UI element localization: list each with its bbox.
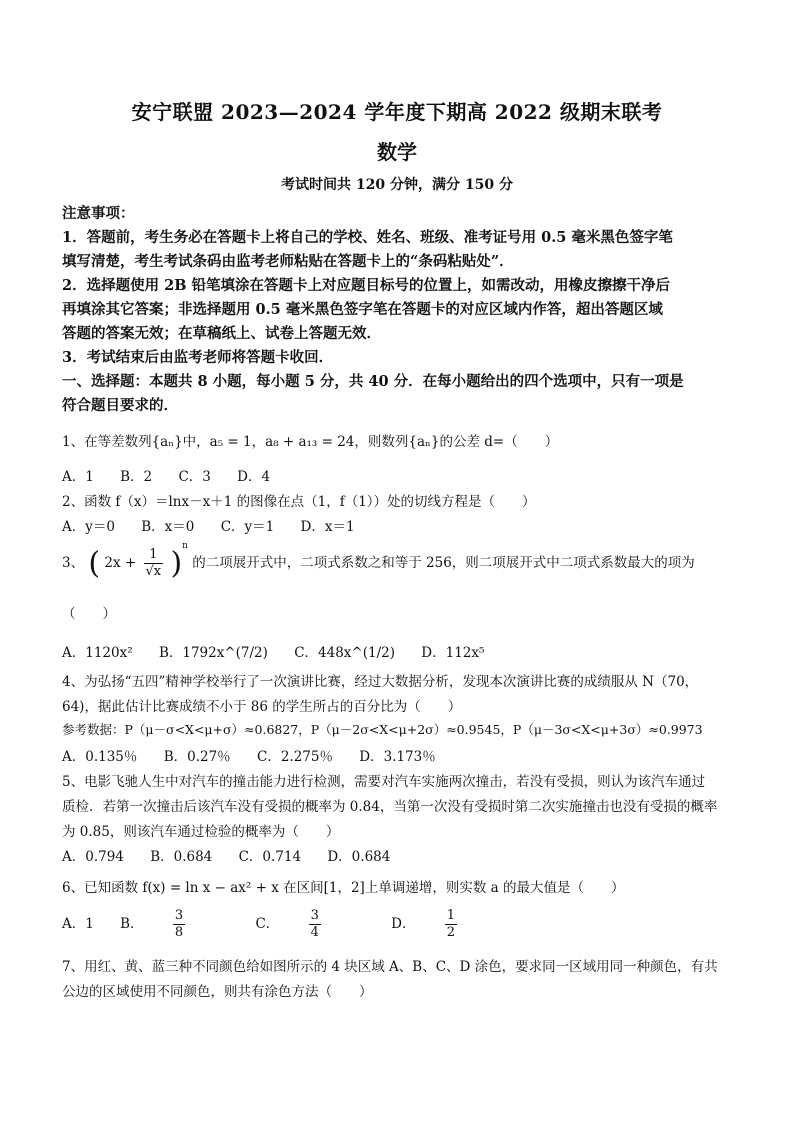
option-d: D．4 xyxy=(237,469,271,485)
exam-title: 安宁联盟 2023—2024 学年度下期高 2022 级期末联考 xyxy=(131,100,663,124)
question-3-paren: （ ） xyxy=(62,606,116,622)
option-c: C． $\frac{3}{4}$ xyxy=(255,908,319,940)
question-4-reference: 参考数据：P（μ－σ<X<μ+σ）≈0.6827，P（μ－2σ<X<μ+2σ）≈0.9545，P（μ－3σ<X<μ+3σ）≈0.9973 xyxy=(62,722,703,737)
question-3-number: 3、 xyxy=(62,555,85,571)
note-1-line-b: 填写清楚，考生考试条码由监考老师粘贴在答题卡上的“条码粘贴处”． xyxy=(62,253,514,270)
option-a: A．1 xyxy=(62,916,94,932)
exam-time-info: 考试时间共 120 分钟，满分 150 分 xyxy=(281,177,513,193)
question-1: 1、在等差数列{aₙ}中，a₅ = 1，a₈ + a₁₃ = 24，则数列{aₙ}的公差 d=（ ） xyxy=(62,434,559,450)
option-b: B．0.27％ xyxy=(163,749,231,765)
option-c: C．2.275％ xyxy=(256,749,333,765)
note-2-line-b: 再填涂其它答案；非选择题用 0.5 毫米黑色签字笔在答题卡的对应区域内作答，超出答题区域 xyxy=(62,301,663,318)
note-3: 3．考试结束后由监考老师将答题卡收回． xyxy=(62,349,334,366)
binomial-exponent: n xyxy=(182,540,188,551)
option-d: D．112x⁵ xyxy=(421,645,485,661)
question-4-line-1: 4、为弘扬“五四”精神学校举行了一次演讲比赛，经过大数据分析，发现本次演讲比赛的成绩服从 N（70， xyxy=(62,674,699,690)
question-7-line-2: 公边的区域使用不同颜色，则共有涂色方法（ ） xyxy=(62,984,373,1000)
exam-subject: 数学 xyxy=(377,140,417,164)
question-2: 2、函数 f（x）＝lnx－x＋1 的图像在点（1，f（1））处的切线方程是（ ） xyxy=(62,494,536,510)
notes-heading: 注意事项： xyxy=(62,205,135,222)
question-6-options xyxy=(62,908,523,941)
question-5-line-2: 质检．若第一次撞击后该汽车没有受损的概率为 0.84，当第一次没有受损时第二次实施撞击也没有受损的概率 xyxy=(62,799,718,815)
question-5-line-1: 5、电影飞驰人生中对汽车的撞击能力进行检测，需要对汽车实施两次撞击，若没有受损，则认为该汽车通过 xyxy=(62,774,706,790)
question-6: 6、已知函数 f(x) = ln x − ax² + x 在区间[1，2]上单调递增，则实数 a 的最大值是（ ） xyxy=(62,880,625,896)
option-d: D．x＝1 xyxy=(300,519,355,535)
option-c: C．y＝1 xyxy=(220,519,275,535)
note-2-line-a: 2．选择题使用 2B 铅笔填涂在答题卡上对应题目标号的位置上，如需改动，用橡皮擦擦干净后 xyxy=(62,277,671,294)
question-4-line-2: 64)，据此估计比赛成绩不小于 86 的学生所占的百分比为（ ） xyxy=(62,699,462,715)
option-d: D． $\frac{1}{2}$ xyxy=(391,908,456,940)
binomial-left-term: 2x + xyxy=(104,555,137,571)
option-b: B．2 xyxy=(120,469,153,485)
option-a: A．0.135％ xyxy=(62,749,138,765)
option-c: C．0.714 xyxy=(238,849,302,865)
question-3-options xyxy=(62,641,506,661)
option-d: D．0.684 xyxy=(327,849,391,865)
option-a: A．1120x² xyxy=(62,645,133,661)
option-a: A．0.794 xyxy=(62,849,124,865)
option-a: A．y＝0 xyxy=(62,519,115,535)
option-b: B．x＝0 xyxy=(141,519,195,535)
open-paren-icon: ( xyxy=(88,546,101,581)
question-5-line-3: 为 0.85，则该汽车通过检验的概率为（ ） xyxy=(62,824,340,840)
note-1-line-a: 1．答题前，考生务必在答题卡上将自己的学校、姓名、班级、准考证号用 0.5 毫米黑色签字笔 xyxy=(62,229,673,246)
fraction-numerator: 1 xyxy=(144,547,164,564)
option-d: D．3.173％ xyxy=(359,749,436,765)
close-paren-icon: ) xyxy=(170,546,183,581)
fraction-denominator: √x xyxy=(145,564,162,579)
option-b: B． $\frac{3}{8}$ xyxy=(120,908,184,940)
question-4-options xyxy=(62,745,458,765)
note-2-line-c: 答题的答案无效；在草稿纸上、试卷上答题无效． xyxy=(62,325,381,342)
option-c: C．3 xyxy=(178,469,211,485)
section-1-heading-line-2: 符合题目要求的． xyxy=(62,397,178,414)
section-1-heading-line-1: 一、选择题：本题共 8 小题，每小题 5 分，共 40 分．在每小题给出的四个选项中，只有一项是 xyxy=(62,373,684,390)
question-2-options xyxy=(62,515,377,535)
option-b: B．0.684 xyxy=(150,849,213,865)
option-b: B．1792x^(7/2) xyxy=(158,645,268,661)
option-a: A．1 xyxy=(62,469,94,485)
question-3-text: 的二项展开式中，二项式系数之和等于 256，则二项展开式中二项式系数最大的项为 xyxy=(192,555,695,571)
question-3 xyxy=(62,540,695,581)
option-c: C．448x^(1/2) xyxy=(294,645,395,661)
binomial-fraction xyxy=(144,547,164,580)
question-5-options xyxy=(62,845,412,865)
question-7-line-1: 7、用红、黄、蓝三种不同颜色给如图所示的 4 块区域 A、B、C、D 涂色，要求同一区域用同一种颜色，有共 xyxy=(62,959,718,975)
question-1-options xyxy=(62,465,292,485)
